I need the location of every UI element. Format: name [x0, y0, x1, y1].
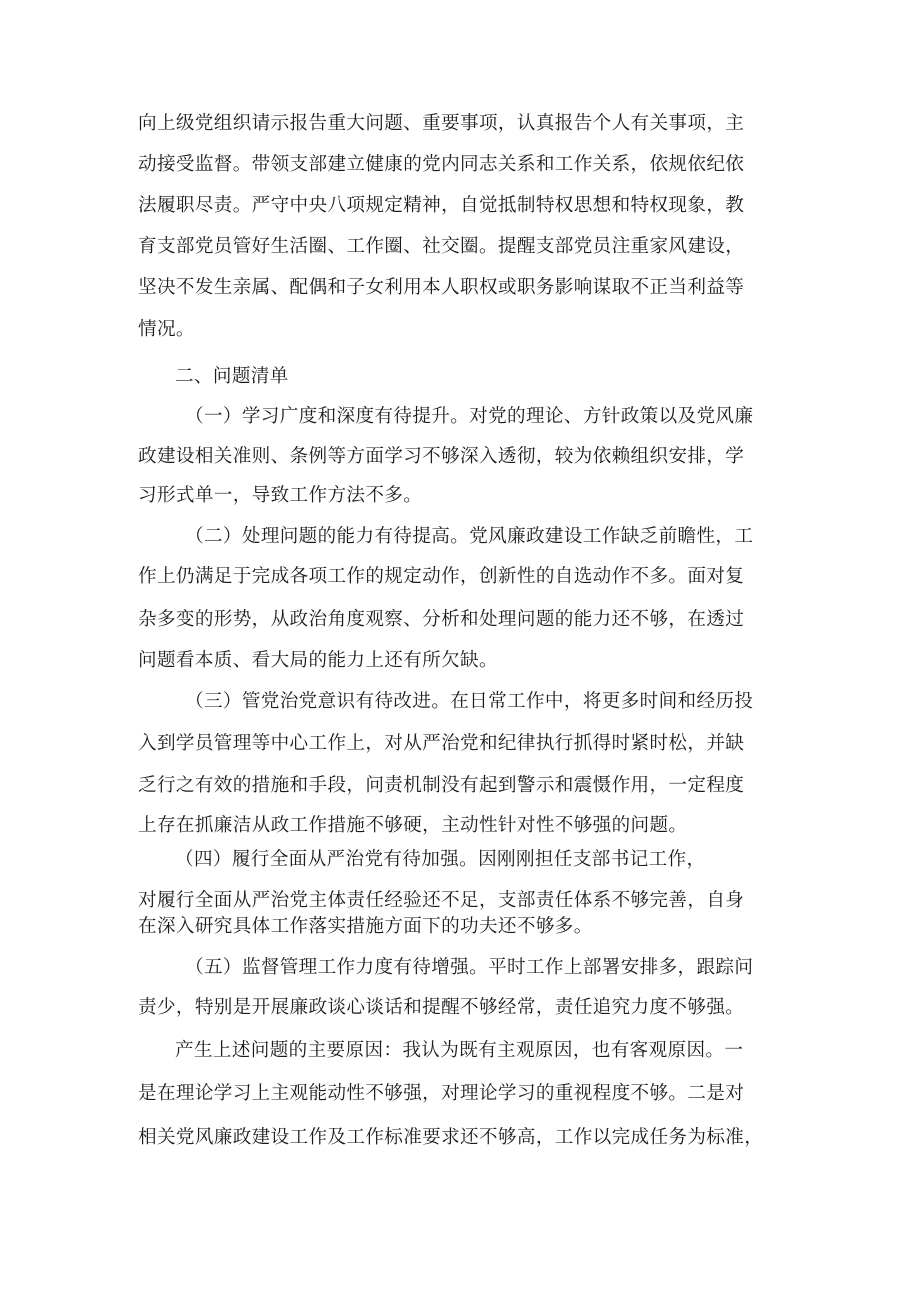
text-line: 坚决不发生亲属、配偶和子女利用本人职权或职务影响谋取不正当利益等	[138, 277, 745, 298]
text-line: 问题看本质、看大局的能力上还有所欠缺。	[138, 650, 498, 671]
text-line: （一）学习广度和深度有待提升。对党的理论、方针政策以及党风廉	[185, 406, 754, 427]
text-line: （四）履行全面从严治党有待加强。因刚刚担任支部书记工作，	[175, 849, 706, 870]
text-line: 习形式单一，导致工作方法不多。	[138, 485, 423, 506]
text-line: 乏行之有效的措施和手段，问责机制没有起到警示和震慑作用，一定程度	[138, 775, 745, 796]
text-line: 入到学员管理等中心工作上，对从严治党和纪律执行抓得时紧时松，并缺	[138, 733, 745, 754]
text-line: 责少，特别是开展廉政谈心谈话和提醒不够经常，责任追究力度不够强。	[138, 997, 745, 1018]
text-line: 向上级党组织请示报告重大问题、重要事项，认真报告个人有关事项，主	[138, 113, 745, 134]
text-line: （五）监督管理工作力度有待增强。平时工作上部署安排多，跟踪问	[185, 957, 754, 978]
text-line: 政建设相关准则、条例等方面学习不够深入透彻，较为依赖组织安排，学	[138, 446, 745, 467]
text-line: 产生上述问题的主要原因：我认为既有主观原因，也有客观原因。一	[175, 1040, 744, 1061]
text-line: 法履职尽责。严守中央八项规定精神，自觉抵制特权思想和特权现象，教	[138, 195, 745, 216]
text-line: 上存在抓廉洁从政工作措施不够硬，主动性针对性不够强的问题。	[138, 815, 688, 836]
text-line: 在深入研究具体工作落实措施方面下的功夫还不够多。	[138, 916, 593, 937]
text-line: 是在理论学习上主观能动性不够强，对理论学习的重视程度不够。二是对	[138, 1083, 745, 1104]
text-line: 育支部党员管好生活圈、工作圈、社交圈。提醒支部党员注重家风建设，	[138, 236, 745, 257]
text-line: 对履行全面从严治党主体责任经验还不足，支部责任体系不够完善，自身	[138, 890, 745, 911]
text-line: （二）处理问题的能力有待提高。党风廉政建设工作缺乏前瞻性，工	[185, 526, 754, 547]
text-line: 动接受监督。带领支部建立健康的党内同志关系和工作关系，依规依纪依	[138, 154, 745, 175]
text-line: 杂多变的形势，从政治角度观察、分析和处理问题的能力还不够，在透过	[138, 609, 745, 630]
section-heading: 二、问题清单	[175, 366, 289, 387]
text-line: （三）管党治党意识有待改进。在日常工作中，将更多时间和经历投	[185, 691, 754, 712]
text-line: 相关党风廉政建设工作及工作标准要求还不够高，工作以完成任务为标准，	[138, 1127, 764, 1148]
text-line: 作上仍满足于完成各项工作的规定动作，创新性的自选动作不多。面对复	[138, 566, 745, 587]
text-line: 情况。	[138, 319, 195, 340]
